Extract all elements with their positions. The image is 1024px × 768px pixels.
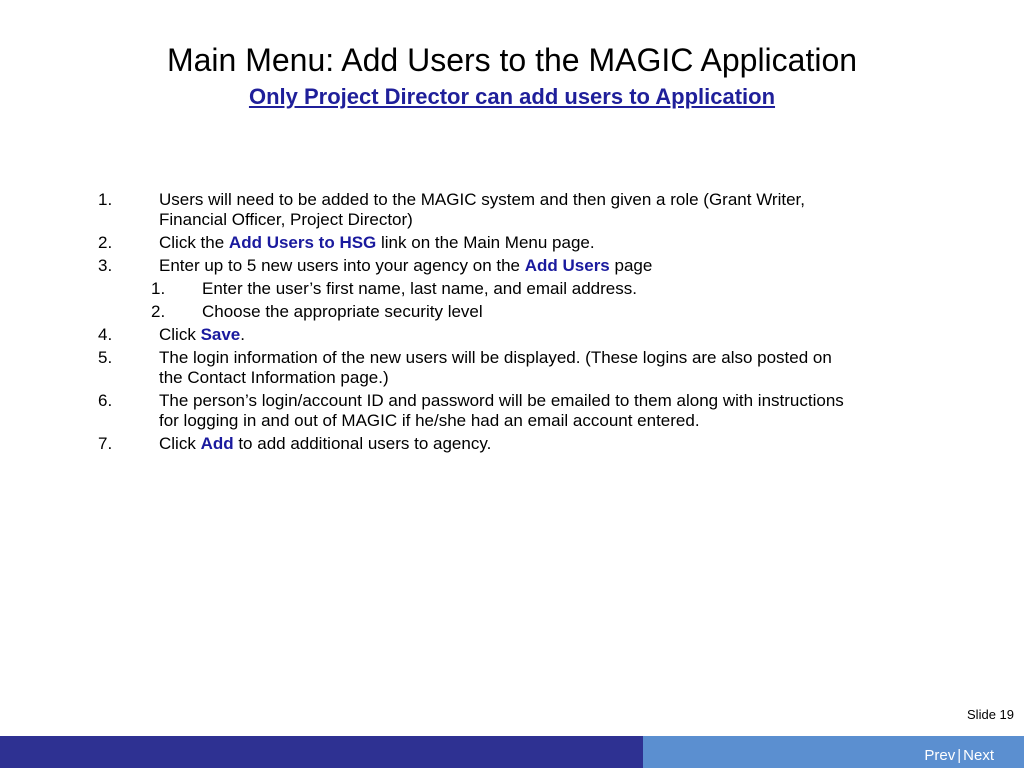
list-item bbox=[0, 348, 859, 388]
list-item bbox=[0, 434, 859, 454]
highlight-save: Save bbox=[200, 325, 241, 344]
list-item bbox=[0, 190, 859, 230]
list-text: . bbox=[240, 325, 245, 344]
list-text: The person’s login/account ID and password will be emailed to them along with instructions for logging in and out of MAGIC if he/she had an email account entered. bbox=[159, 391, 844, 430]
list-number: 5. bbox=[98, 348, 113, 367]
sub-list-item bbox=[0, 279, 862, 299]
list-text: Enter the user’s first name, last name, and email address. bbox=[202, 279, 637, 298]
highlight-add-users: Add Users bbox=[524, 256, 610, 275]
sub-list-item bbox=[0, 302, 862, 322]
list-text: page bbox=[609, 256, 653, 275]
highlight-add: Add bbox=[200, 434, 234, 453]
list-item bbox=[0, 325, 859, 345]
list-item bbox=[0, 256, 859, 276]
list-number: 1. bbox=[98, 190, 113, 209]
footer-bar-left bbox=[0, 736, 643, 768]
list-text: Click the bbox=[159, 233, 229, 252]
list-number: 1. bbox=[151, 279, 166, 298]
list-text: Click bbox=[159, 325, 201, 344]
list-number: 2. bbox=[98, 233, 113, 252]
list-number: 6. bbox=[98, 391, 113, 410]
next-link[interactable]: Next bbox=[963, 747, 994, 764]
list-text: Choose the appropriate security level bbox=[202, 302, 483, 321]
instruction-list bbox=[0, 190, 1000, 457]
list-text: Enter up to 5 new users into your agency on the bbox=[159, 256, 525, 275]
slide-subtitle[interactable]: Only Project Director can add users to Application bbox=[248, 84, 776, 109]
list-number: 3. bbox=[98, 256, 113, 275]
list-text: The login information of the new users will be displayed. (These logins are also posted on the Contact Information page.) bbox=[159, 348, 832, 387]
list-number: 2. bbox=[151, 302, 166, 321]
list-item bbox=[0, 391, 859, 431]
list-text: Users will need to be added to the MAGIC system and then given a role (Grant Writer, Financial Officer, Project Director) bbox=[159, 190, 805, 229]
nav-separator: | bbox=[957, 747, 962, 764]
list-text: to add additional users to agency. bbox=[233, 434, 492, 453]
list-item bbox=[0, 233, 859, 253]
slide-number: Slide 19 bbox=[967, 707, 1014, 722]
list-text: link on the Main Menu page. bbox=[376, 233, 595, 252]
list-text: Click bbox=[159, 434, 201, 453]
list-number: 7. bbox=[98, 434, 113, 453]
slide-navigation bbox=[924, 746, 994, 766]
slide-title: Main Menu: Add Users to the MAGIC Application bbox=[166, 42, 858, 78]
list-number: 4. bbox=[98, 325, 113, 344]
prev-link[interactable]: Prev bbox=[924, 747, 956, 764]
highlight-add-users-to-hsg: Add Users to HSG bbox=[228, 233, 377, 252]
